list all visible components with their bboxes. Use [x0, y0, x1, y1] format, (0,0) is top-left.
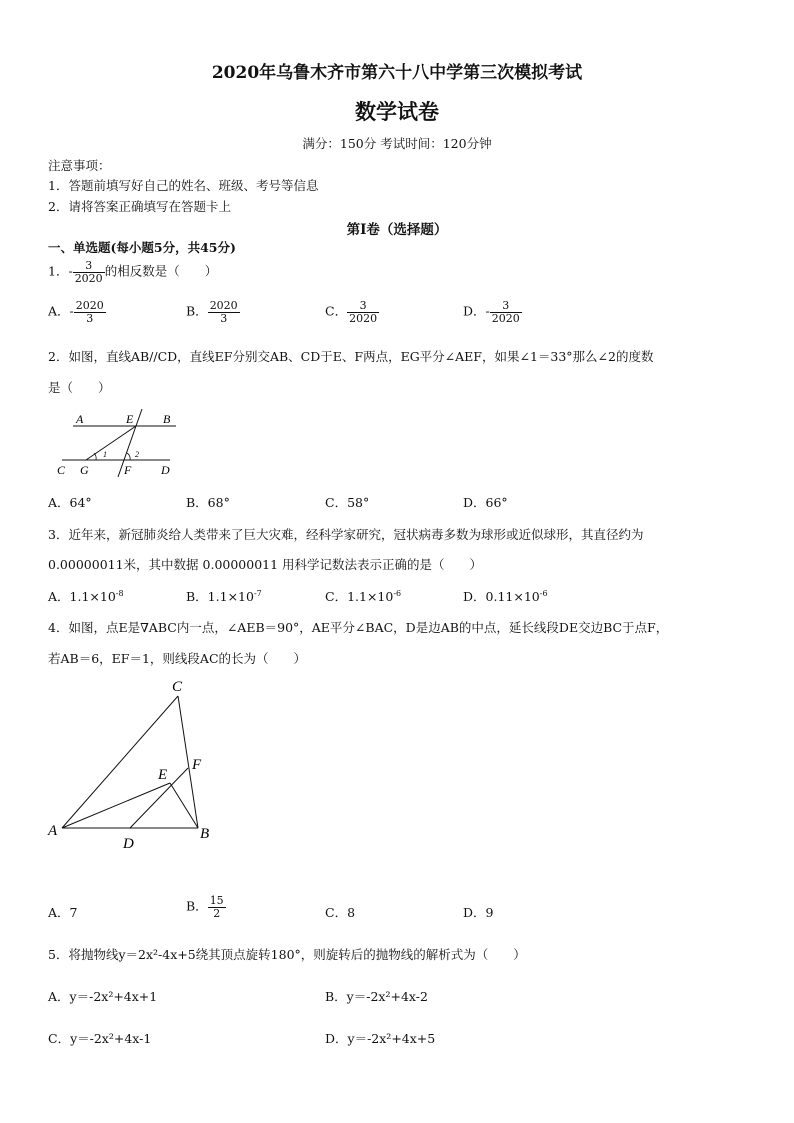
- q3-option-a[interactable]: A．$1.1\times 10^{-8}$: [48, 588, 124, 604]
- exam-title: 2020年乌鲁木齐市第六十八中学第三次模拟考试: [211, 63, 583, 83]
- exam-subtitle: 数学试卷: [355, 99, 439, 124]
- q2-label-a: A: [76, 412, 84, 426]
- q1-suffix: 的相反数是（ ）: [104, 263, 218, 279]
- q4-option-d[interactable]: D．9: [463, 905, 494, 920]
- notes-heading: 注意事项：: [48, 158, 111, 173]
- q2-option-a[interactable]: A．64°: [48, 495, 92, 510]
- q4-label-a: A: [48, 823, 58, 839]
- q2-option-d[interactable]: D．66°: [463, 495, 508, 510]
- note-item-1: 1．答题前填写好自己的姓名、班级、考号等信息: [48, 178, 319, 193]
- q2-figure: [48, 405, 188, 480]
- q2-label-f: F: [124, 463, 132, 477]
- q4-option-b[interactable]: B． $\frac{15}{2}$: [186, 894, 224, 920]
- q4-stem-line1: 4．如图，点E是∇ABC内一点，∠AEB＝90°，AE平分∠BAC，D是边AB的中点，延长线段DE交边BC于点F，: [48, 620, 669, 635]
- note-item-2: 2．请将答案正确填写在答题卡上: [48, 199, 231, 214]
- q1-prefix: 1．-: [48, 263, 73, 279]
- q5-option-c[interactable]: C．y＝-2x²+4x-1: [48, 1031, 152, 1046]
- q2-label-d: D: [161, 463, 170, 477]
- question-1: [48, 260, 217, 284]
- q2-stem-line1: 2．如图，直线AB//CD，直线EF分别交AB、CD于E、F两点，EG平分∠AEF，如果∠1＝33°那么∠2的度数: [48, 349, 654, 364]
- q3-option-b[interactable]: B．$1.1\times 10^{-7}$: [186, 588, 262, 604]
- q1-option-d[interactable]: D．- $\frac{3}{2020}$: [463, 299, 520, 325]
- q2-angle-1: 1: [103, 450, 107, 459]
- part-title: 一、单选题(每小题5分，共45分): [48, 240, 236, 255]
- q4-option-a[interactable]: A．7: [48, 905, 78, 920]
- q1-fraction: $\frac{3}{2020}$: [74, 259, 103, 285]
- q3-option-d[interactable]: D．$0.11\times 10^{-6}$: [463, 588, 548, 604]
- q3-option-c[interactable]: C．$1.1\times 10^{-6}$: [325, 588, 402, 604]
- q1-option-a[interactable]: A．- $\frac{2020}{3}$: [48, 299, 104, 325]
- q4-label-f: F: [192, 757, 202, 773]
- q5-option-b[interactable]: B．y＝-2x²+4x-2: [325, 989, 428, 1004]
- q5-stem: 5．将抛物线y＝2x²-4x+5绕其顶点旋转180°，则旋转后的抛物线的解析式为（ ）: [48, 947, 526, 962]
- q4-label-b: B: [200, 826, 210, 842]
- q2-label-b: B: [163, 412, 171, 426]
- q4-label-d: D: [123, 836, 134, 852]
- q4-figure: [40, 672, 230, 857]
- q4-label-c: C: [172, 679, 183, 695]
- q2-stem-line2: 是（ ）: [48, 380, 111, 395]
- q2-label-e: E: [126, 412, 134, 426]
- q4-option-c[interactable]: C．8: [325, 905, 356, 920]
- q1-option-c[interactable]: C． $\frac{3}{2020}$: [325, 299, 378, 325]
- exam-meta: 满分：150分 考试时间：120分钟: [302, 136, 492, 151]
- q4-label-e: E: [158, 767, 168, 783]
- q2-angle-2: 2: [135, 450, 139, 459]
- q2-label-c: C: [57, 463, 66, 477]
- q2-option-b[interactable]: B．68°: [186, 495, 230, 510]
- q4-stem-line2: 若AB＝6，EF＝1，则线段AC的长为（ ）: [48, 651, 307, 666]
- q3-stem-line1: 3．近年来，新冠肺炎给人类带来了巨大灾难，经科学家研究，冠状病毒多数为球形或近似球形，其直径约为: [48, 527, 644, 542]
- section-title: 第I卷（选择题）: [346, 222, 448, 238]
- q1-option-b[interactable]: B． $\frac{2020}{3}$: [186, 299, 238, 325]
- q2-option-c[interactable]: C．58°: [325, 495, 370, 510]
- q3-stem-line2: 0.00000011米，其中数据 0.00000011 用科学记数法表示正确的是（ ）: [48, 557, 483, 572]
- q5-option-a[interactable]: A．y＝-2x²+4x+1: [48, 989, 158, 1004]
- q2-label-g: G: [80, 463, 89, 477]
- q5-option-d[interactable]: D．y＝-2x²+4x+5: [325, 1031, 436, 1046]
